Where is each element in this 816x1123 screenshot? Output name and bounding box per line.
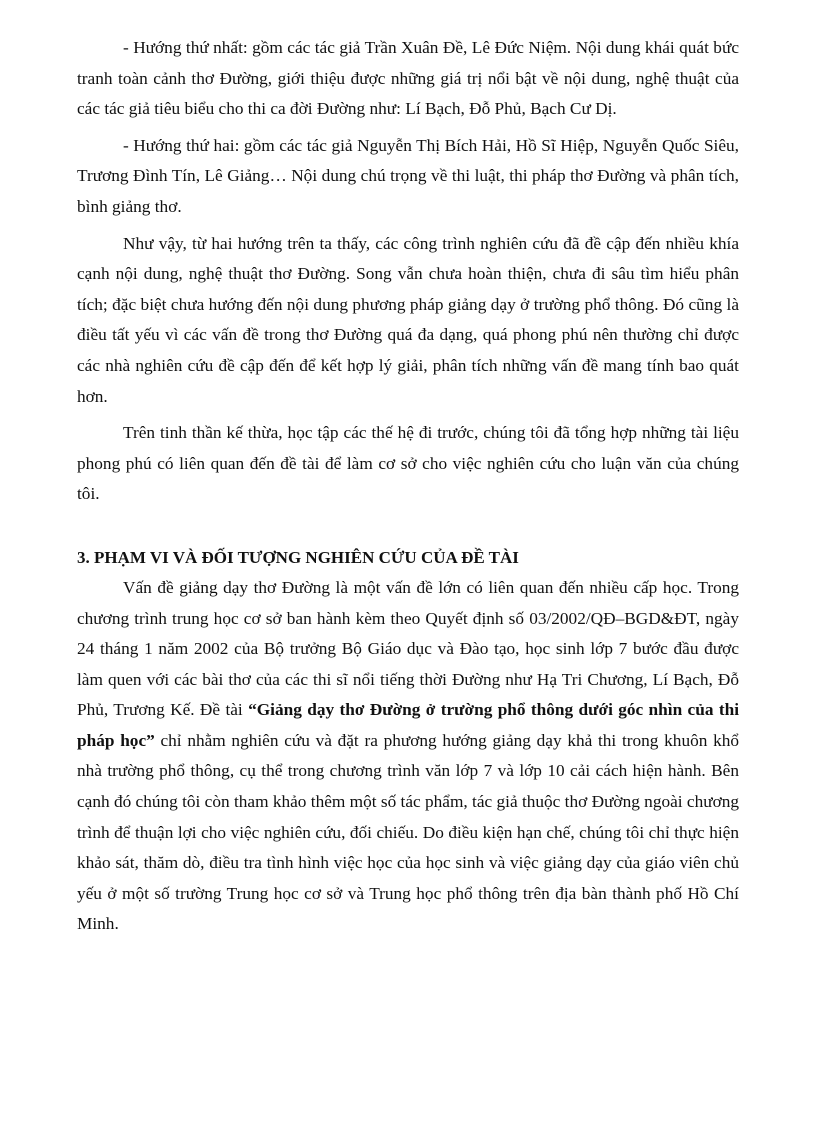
paragraph-second-direction: - Hướng thứ hai: gồm các tác giả Nguyễn Thị Bích Hải, Hồ Sĩ Hiệp, Nguyễn Quốc Siêu, Trương Đình Tín, Lê Giảng… Nội dung chú trọng về thi luật, thi pháp thơ Đường và phân tích, bình giảng thơ.	[77, 135, 739, 216]
section-3-text-after-title: chỉ nhằm nghiên cứu và đặt ra phương hướng giảng dạy khả thi trong khuôn khổ nhà trường phổ thông, cụ thể trong chương trình văn lớp 7 và lớp 10 cải cách hiện hành. Bên cạnh đó chúng tôi còn tham khảo thêm một số tác phẩm, tác giả thuộc thơ Đường ngoài chương trình để thuận lợi cho việc nghiên cứu, đối chiếu. Do điều kiện hạn chế, chúng tôi chỉ thực hiện khảo sát, thăm dò, điều tra tình hình việc học của học sinh và việc giảng dạy của giáo viên chủ yếu ở một số trường Trung học cơ sở và Trung học phổ thông trên địa bàn thành phố Hồ Chí Minh.	[77, 730, 740, 934]
section-3-body	[77, 573, 739, 940]
paragraph-first-direction: - Hướng thứ nhất: gồm các tác giả Trần Xuân Đề, Lê Đức Niệm. Nội dung khái quát bức tranh toàn cảnh thơ Đường, giới thiệu được những giá trị nổi bật về nội dung, nghệ thuật của các tác giả tiêu biểu cho thi ca đời Đường như: Lí Bạch, Đỗ Phủ, Bạch Cư Dị.	[77, 38, 739, 119]
paragraph-conclusion: Trên tinh thần kế thừa, học tập các thế hệ đi trước, chúng tôi đã tổng hợp những tài liệu phong phú có liên quan đến đề tài để làm cơ sở cho việc nghiên cứu cho luận văn của chúng tôi.	[77, 423, 739, 504]
paragraph-summary: Như vậy, từ hai hướng trên ta thấy, các công trình nghiên cứu đã đề cập đến nhiều khía cạnh nội dung, nghệ thuật thơ Đường. Song vẫn chưa hoàn thiện, chưa đi sâu tìm hiểu phân tích; đặc biệt chưa hướng đến nội dung phương pháp giảng dạy ở trường phổ thông. Đó cũng là điều tất yếu vì các vấn đề trong thơ Đường quá đa dạng, quá phong phú nên thường chỉ được các nhà nghiên cứu đề cập đến để kết hợp lý giải, phân tích những vấn đề mang tính bao quát hơn.	[77, 233, 739, 406]
section-3-text-before-title: Vấn đề giảng dạy thơ Đường là một vấn đề lớn có liên quan đến nhiều cấp học. Trong chương trình trung học cơ sở ban hành kèm theo Quyết định số 03/2002/QĐ–BGD&ĐT, ngày 24 tháng 1 năm 2002 của Bộ trưởng Bộ Giáo dục và Đào tạo, học sinh lớp 7 bước đầu được làm quen với các bài thơ của các thi sĩ nổi tiếng thời Đường như Hạ Tri Chương, Lí Bạch, Đỗ Phủ, Trương Kế. Đề tài	[77, 577, 739, 720]
section-3-heading: 3. PHẠM VI VÀ ĐỐI TƯỢNG NGHIÊN CỨU CỦA ĐỀ TÀI	[77, 547, 519, 567]
thesis-title: “Giảng dạy thơ Đường ở trường phổ thông dưới góc nhìn của thi pháp học”	[77, 700, 739, 750]
document-body	[77, 33, 739, 940]
section-3-paragraph	[77, 573, 739, 940]
